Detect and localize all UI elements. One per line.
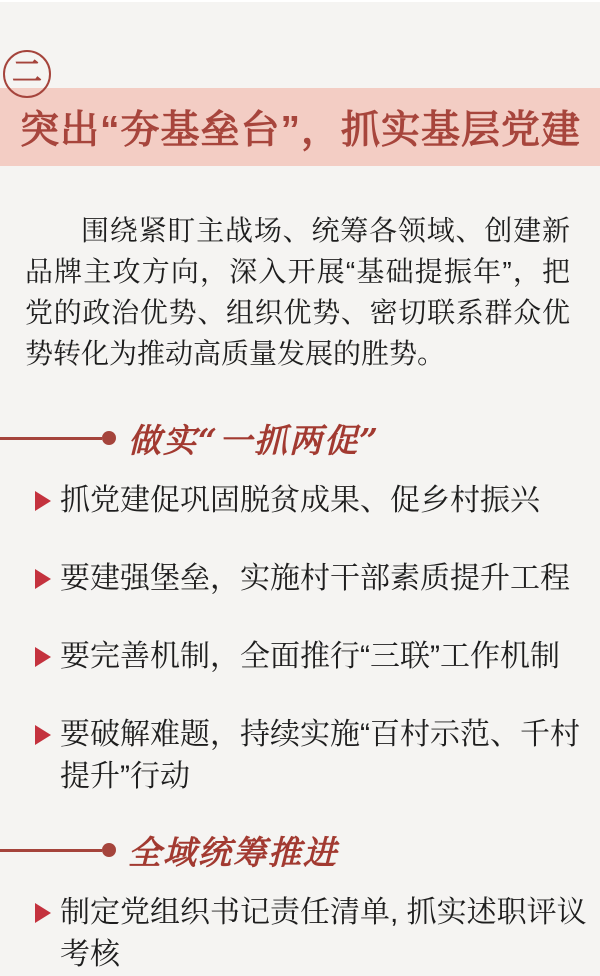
page-title: 突出“夯基垒台”，抓实基层党建 bbox=[20, 109, 582, 152]
list-item bbox=[25, 636, 600, 678]
list-item-text: 抓党建促巩固脱贫成果、促乡村振兴 bbox=[60, 484, 540, 517]
heading-rule bbox=[0, 849, 102, 852]
heading-dot-icon bbox=[102, 843, 116, 857]
list-item bbox=[25, 558, 600, 600]
section-heading-1 bbox=[25, 414, 600, 462]
list-item bbox=[25, 714, 600, 798]
top-white-strip bbox=[0, 0, 600, 2]
bullet-list-2 bbox=[25, 892, 600, 976]
list-item-text: 制定党组织书记责任清单, 抓实述职评议考核 bbox=[60, 896, 587, 971]
triangle-bullet-icon bbox=[35, 903, 51, 923]
section-heading-text: 全域统筹推进 bbox=[128, 832, 338, 872]
list-item bbox=[25, 480, 600, 522]
section-heading-2 bbox=[25, 826, 600, 874]
title-banner bbox=[0, 88, 600, 166]
list-item-text: 要破解难题，持续实施“百村示范、千村提升”行动 bbox=[60, 718, 580, 793]
heading-dot-icon bbox=[102, 431, 116, 445]
triangle-bullet-icon bbox=[35, 569, 51, 589]
article-body bbox=[0, 210, 600, 976]
bullet-list-1 bbox=[25, 480, 600, 798]
intro-paragraph: 围绕紧盯主战场、统筹各领域、创建新品牌主攻方向，深入开展“基础提振年”，把党的政治优势、组织优势、密切联系群众优势转化为推动高质量发展的胜势。 bbox=[25, 215, 570, 369]
heading-rule bbox=[0, 437, 102, 440]
triangle-bullet-icon bbox=[35, 725, 51, 745]
list-item-text: 要完善机制，全面推行“三联”工作机制 bbox=[60, 640, 560, 673]
list-item bbox=[25, 892, 600, 976]
list-item-text: 要建强堡垒，实施村干部素质提升工程 bbox=[60, 562, 570, 595]
section-number-badge bbox=[3, 50, 51, 98]
triangle-bullet-icon bbox=[35, 491, 51, 511]
triangle-bullet-icon bbox=[35, 647, 51, 667]
section-number-label: 二 bbox=[12, 55, 42, 90]
section-heading-text: 做实“一抓两促” bbox=[128, 420, 380, 460]
